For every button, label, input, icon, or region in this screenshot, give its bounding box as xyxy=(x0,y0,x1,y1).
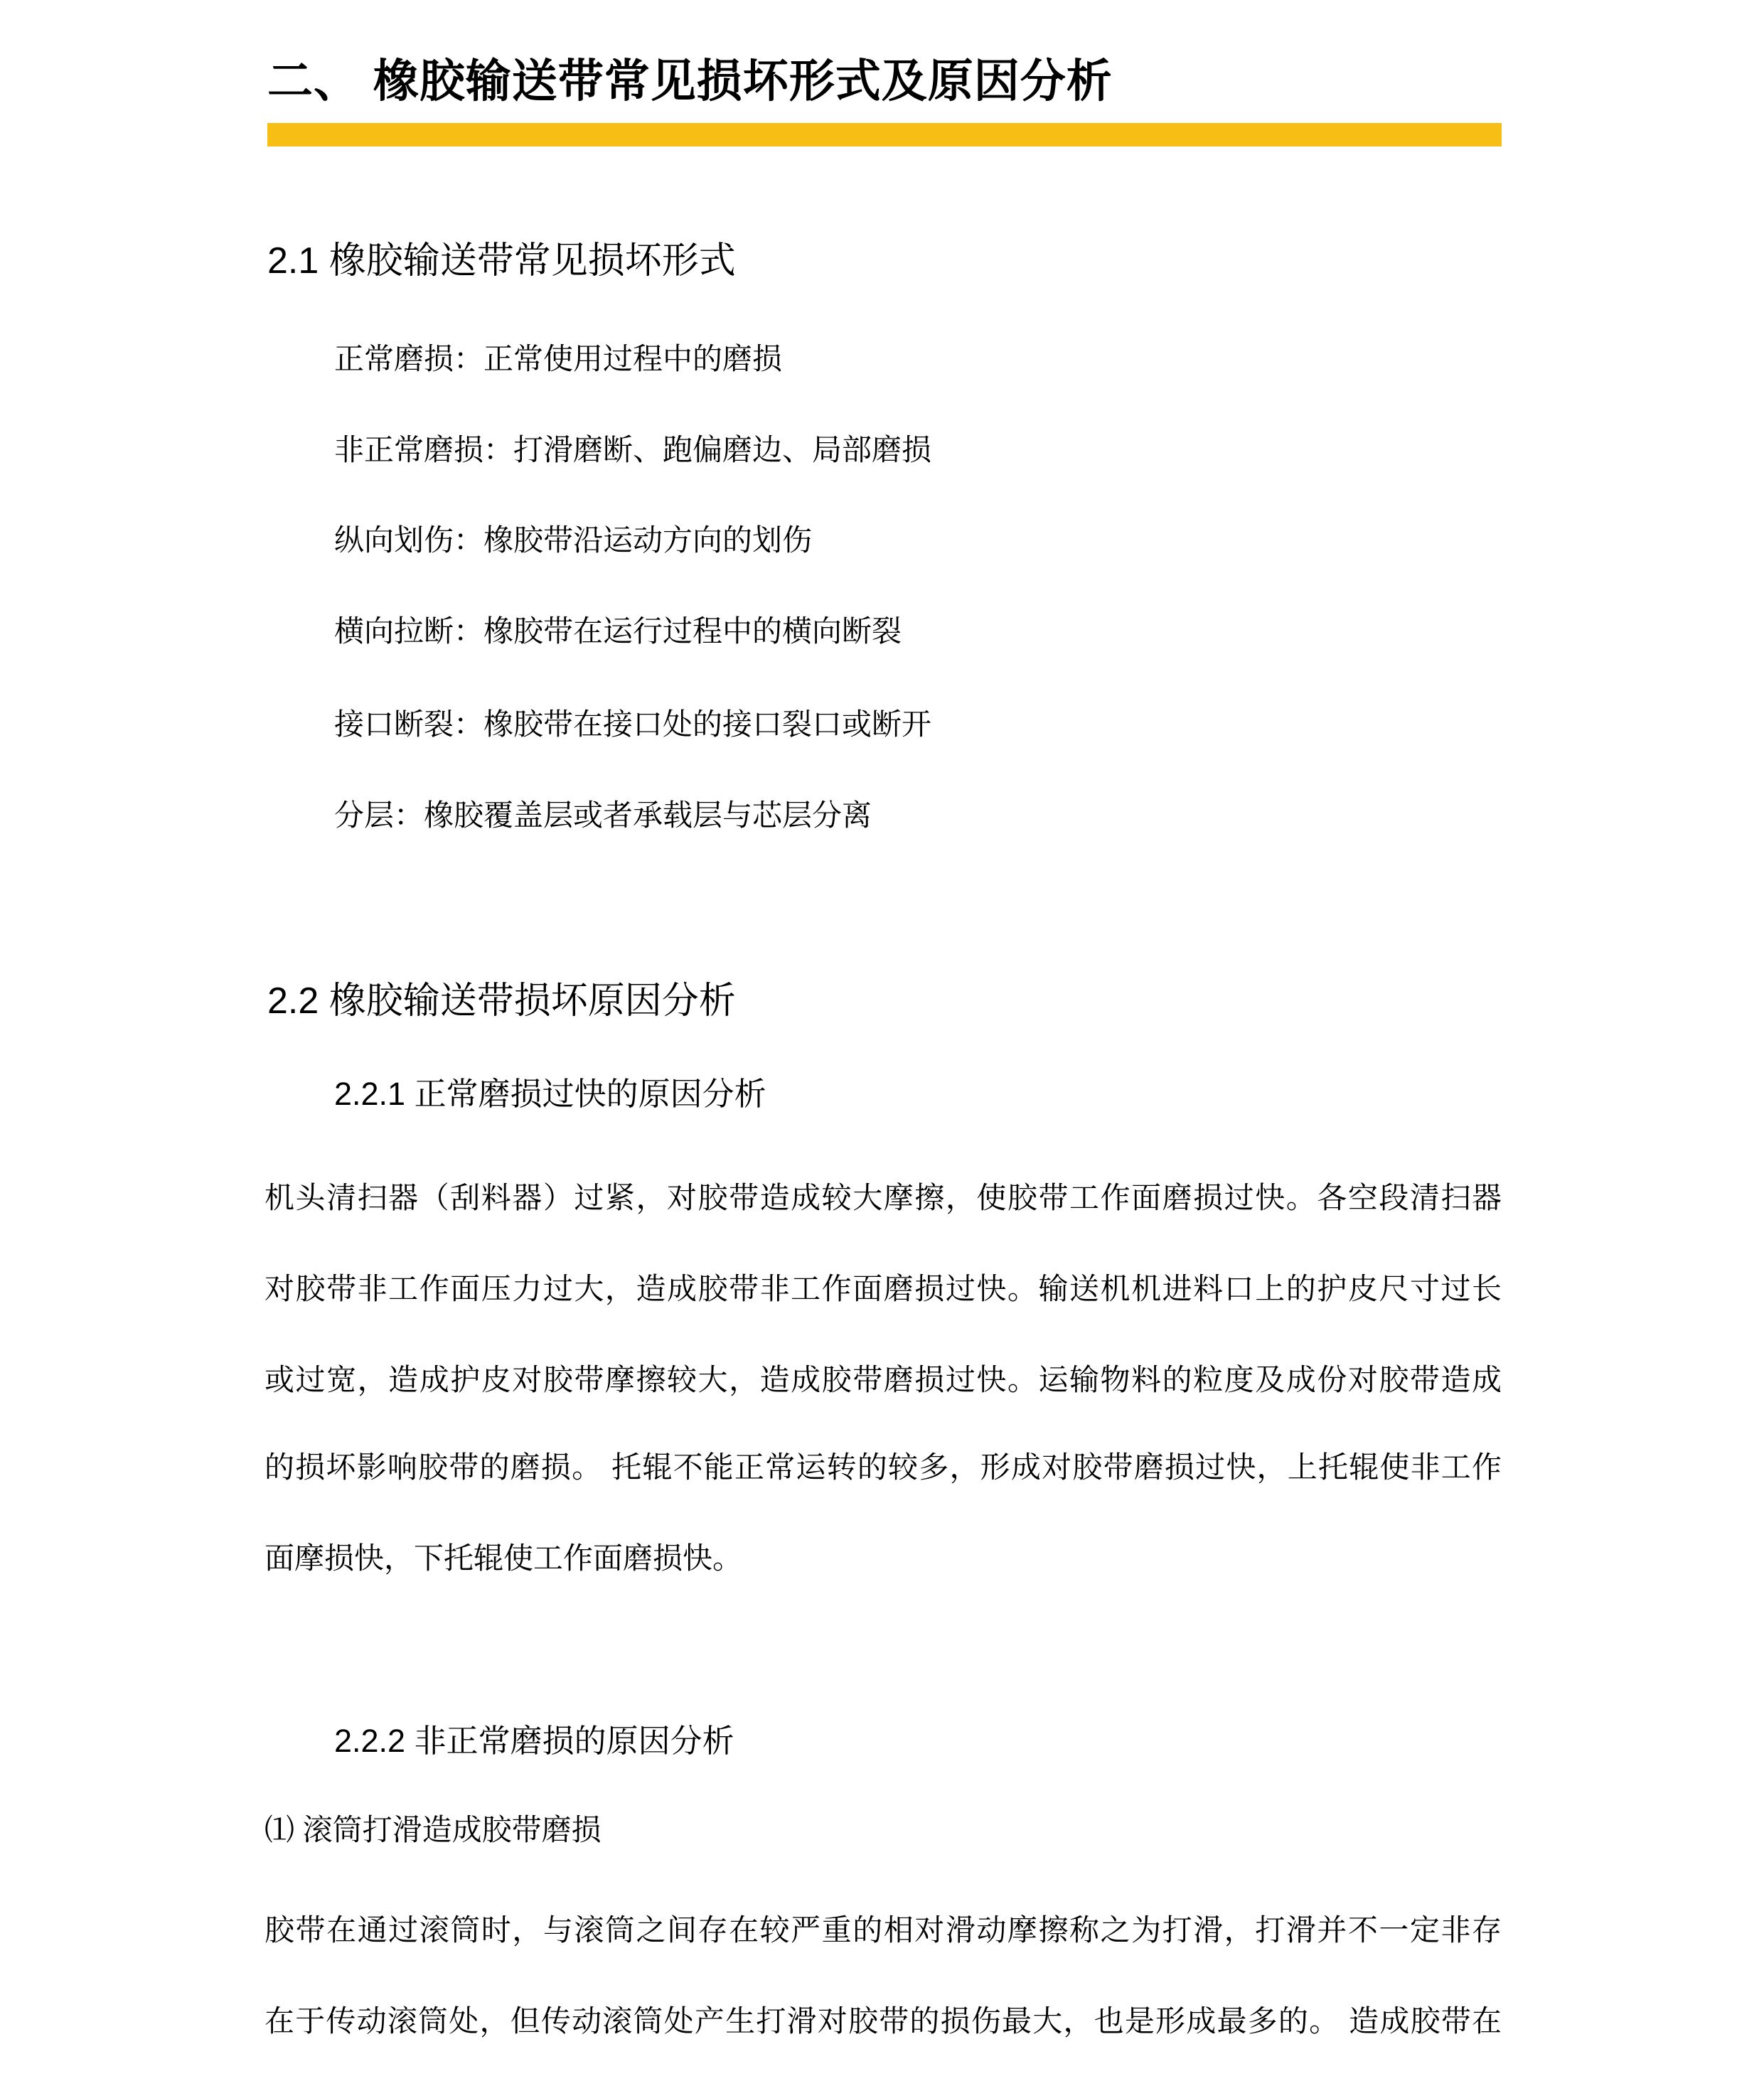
paragraph-2-2-2-line: 在于传动滚筒处，但传动滚筒处产生打滑对胶带的损伤最大，也是形成最多的。 造成胶带在 xyxy=(264,2004,1502,2038)
paragraph-2-2-1-line: 面摩损快，下托辊使工作面磨损快。 xyxy=(264,1541,743,1575)
damage-type-item-delamination: 分层：橡胶覆盖层或者承载层与芯层分离 xyxy=(334,798,872,832)
section-2-2-heading: 2.2 橡胶输送带损坏原因分析 xyxy=(267,980,736,1022)
title-accent-bar xyxy=(267,123,1502,146)
damage-type-item-joint-fracture: 接口断裂：橡胶带在接口处的接口裂口或断开 xyxy=(334,707,932,741)
point-1-label: ⑴ 滚筒打滑造成胶带磨损 xyxy=(264,1813,602,1846)
damage-type-item-abnormal-wear: 非正常磨损：打滑磨断、跑偏磨边、局部磨损 xyxy=(334,433,932,466)
paragraph-2-2-1-line: 机头清扫器（刮料器）过紧，对胶带造成较大摩擦，使胶带工作面磨损过快。各空段清扫器 xyxy=(264,1181,1502,1214)
section-2-1-heading: 2.1 橡胶输送带常见损坏形式 xyxy=(267,240,736,282)
damage-type-item-transverse-break: 横向拉断：橡胶带在运行过程中的横向断裂 xyxy=(334,614,902,648)
section-2-2-1-heading: 2.2.1 正常磨损过快的原因分析 xyxy=(334,1076,766,1112)
paragraph-2-2-1-line: 的损坏影响胶带的磨损。 托辊不能正常运转的较多，形成对胶带磨损过快，上托辊使非工作 xyxy=(264,1450,1502,1484)
paragraph-2-2-2-line: 胶带在通过滚筒时，与滚筒之间存在较严重的相对滑动摩擦称之为打滑，打滑并不一定非存 xyxy=(264,1913,1502,1947)
damage-type-item-longitudinal-scratch: 纵向划伤：橡胶带沿运动方向的划伤 xyxy=(334,523,813,557)
chapter-title: 二、 橡胶输送带常见损坏形式及原因分析 xyxy=(267,55,1113,107)
paragraph-2-2-1-line: 对胶带非工作面压力过大，造成胶带非工作面磨损过快。输送机机进料口上的护皮尺寸过长 xyxy=(264,1272,1502,1305)
section-2-2-2-heading: 2.2.2 非正常磨损的原因分析 xyxy=(334,1723,734,1759)
damage-type-item-normal-wear: 正常磨损：正常使用过程中的磨损 xyxy=(334,342,783,375)
paragraph-2-2-1-line: 或过宽，造成护皮对胶带摩擦较大，造成胶带磨损过快。运输物料的粒度及成份对胶带造成 xyxy=(264,1363,1502,1396)
